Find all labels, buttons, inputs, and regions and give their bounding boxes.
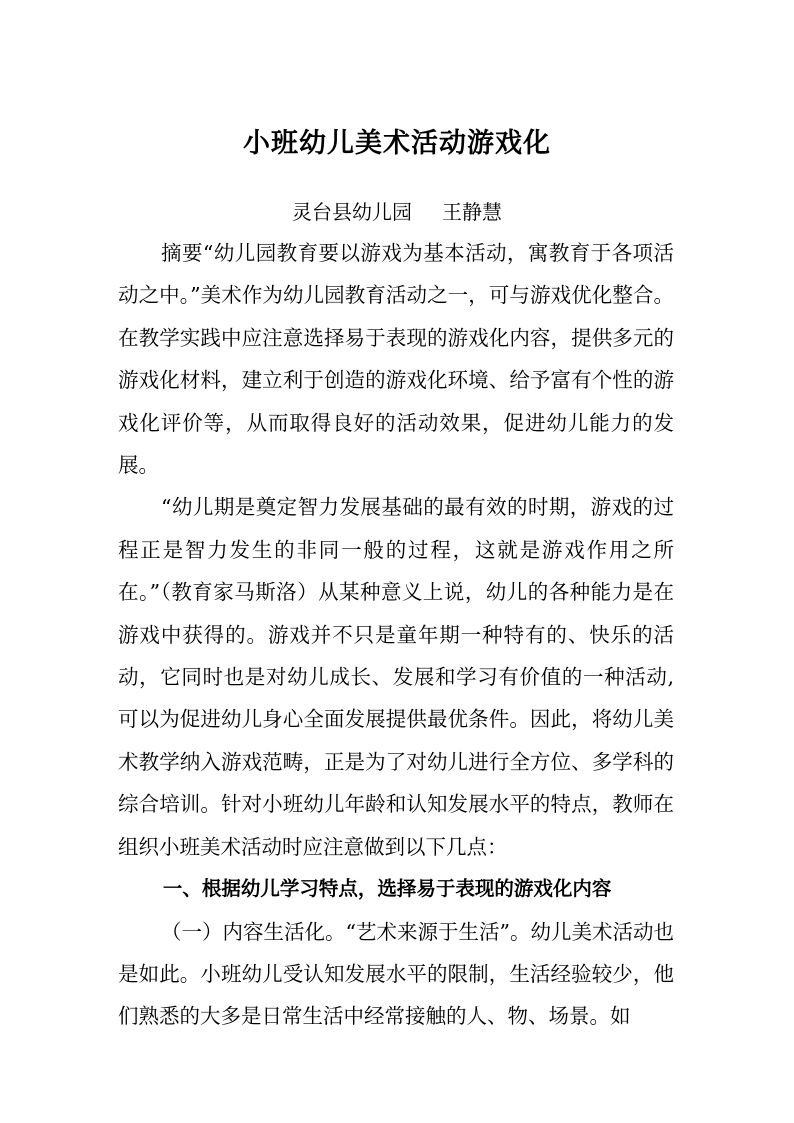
- author-organization: 灵台县幼儿园: [292, 200, 412, 224]
- abstract-paragraph: 摘要“幼儿园教育要以游戏为基本活动，寓教育于各项活动之中。”美术作为幼儿园教育活动之一，可与游戏优化整合。在教学实践中应注意选择易于表现的游戏化内容，提供多元的游戏化材料，建立利于创造的游戏化环境、给予富有个性的游戏化评价等，从而取得良好的活动效果，促进幼儿能力的发展。: [118, 241, 674, 478]
- document-title: 小班幼儿美术活动游戏化: [243, 128, 551, 159]
- author-byline: [0, 194, 794, 230]
- section-paragraph: （一）内容生活化。“艺术来源于生活”。幼儿美术活动也是如此。小班幼儿受认知发展水平的限制，生活经验较少，他们熟悉的大多是日常生活中经常接触的人、物、场景。如: [118, 919, 675, 1029]
- document-body: [118, 232, 674, 1038]
- author-name: 王静慧: [442, 200, 502, 224]
- section-heading: 一、根据幼儿学习特点，选择易于表现的游戏化内容: [162, 877, 612, 901]
- intro-paragraph: “幼儿期是奠定智力发展基础的最有效的时期，游戏的过程正是智力发生的非同一般的过程，这就是游戏作用之所在。”（教育家马斯洛）从某种意义上说，幼儿的各种能力是在游戏中获得的。游戏并不只是童年期一种特有的、快乐的活动，它同时也是对幼儿成长、发展和学习有价值的一种活动,可以为促进幼儿身心全面发展提供最优条件。因此，将幼儿美术教学纳入游戏范畴，正是为了对幼儿进行全方位、多学科的综合培训。针对小班幼儿年龄和认知发展水平的特点，教师在组织小班美术活动时应注意做到以下几点：: [118, 495, 674, 859]
